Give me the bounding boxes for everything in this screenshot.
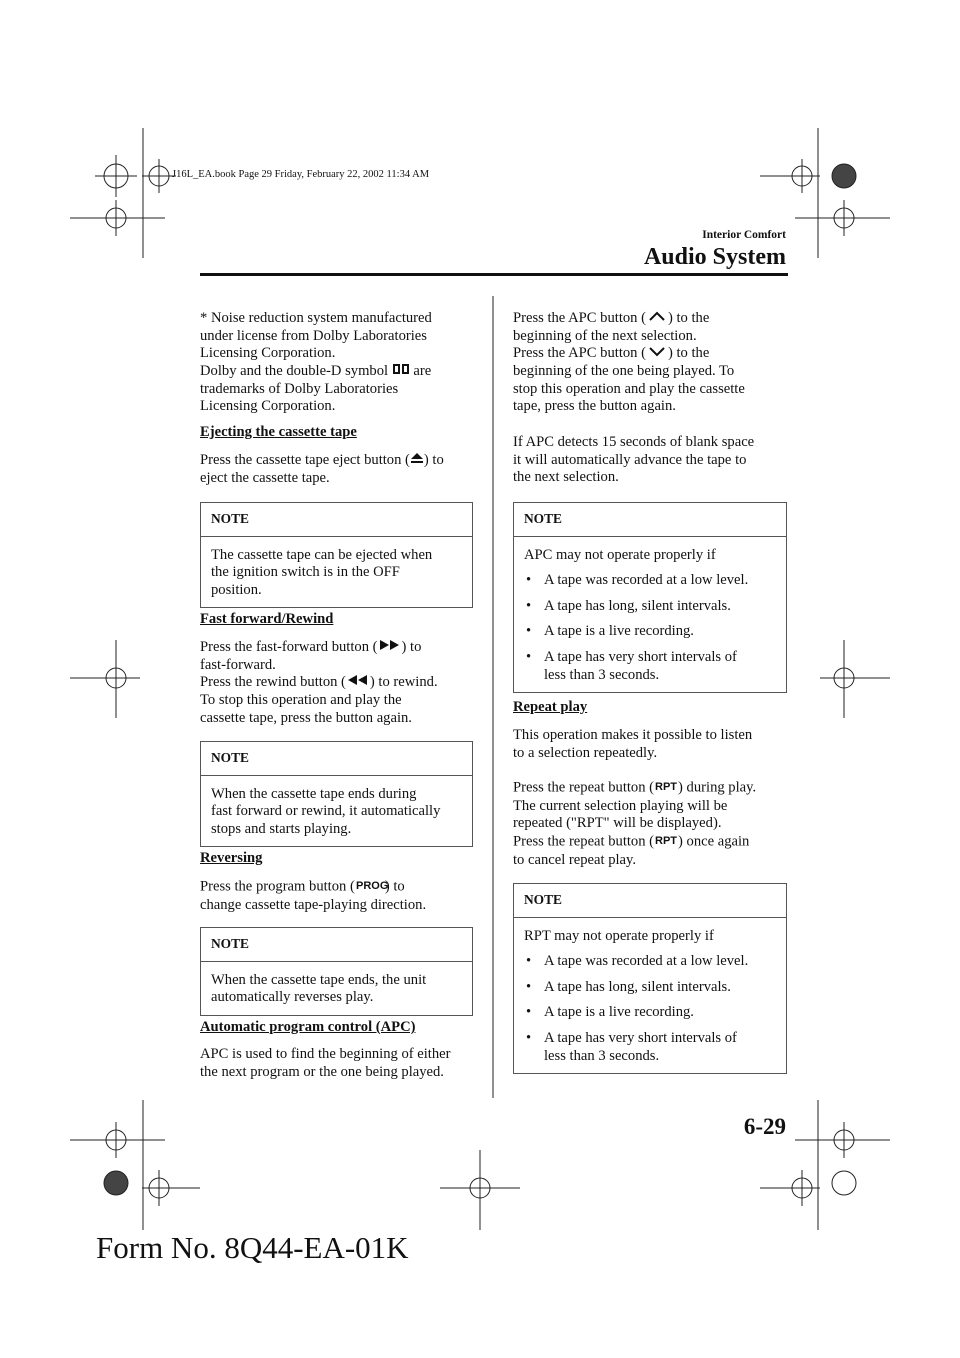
list-item: • A tape has long, silent intervals. <box>526 597 731 614</box>
note-label: NOTE <box>514 884 786 918</box>
eject-heading: Ejecting the cassette tape <box>200 424 357 440</box>
eject-icon <box>410 452 424 470</box>
form-number: Form No. 8Q44-EA-01K <box>96 1230 409 1265</box>
page-title: Audio System <box>643 244 786 270</box>
blank-space-paragraph: If APC detects 15 seconds of blank space it will automatically advance the tape to the next selection. <box>513 434 755 486</box>
dolby-text-1: * Noise reduction system manufactured <box>200 310 432 326</box>
note-label: NOTE <box>201 928 472 962</box>
rewind-icon <box>346 674 370 692</box>
list-item: • A tape was recorded at a low level. <box>526 953 749 970</box>
dolby-text-5: trademarks of Dolby Laboratories <box>200 380 399 397</box>
dolby-icon <box>392 363 410 381</box>
svg-text:RPT: RPT <box>655 781 678 794</box>
reversing-heading: Reversing <box>200 850 263 866</box>
page-number: 6-29 <box>743 1114 786 1139</box>
reversing-paragraph: Press the program button ( PROG ) to change cassette tape-playing direction. <box>200 878 427 913</box>
repeat-heading: Repeat play <box>513 699 588 715</box>
note-box-reversing: NOTE When the cassette tape ends, the unit automatically reverses play. <box>200 927 473 1016</box>
list-item: • A tape has long, silent intervals. <box>526 978 731 995</box>
ff-heading: Fast forward/Rewind <box>200 611 334 627</box>
apc-paragraph: APC is used to find the beginning of either the next program or the one being played. <box>200 1046 451 1080</box>
note-box-ff: NOTE When the cassette tape ends during fast forward or rewind, it automatically stops and starts playing. <box>200 741 473 847</box>
rpt-icon <box>654 779 678 798</box>
note-box-apc: NOTE APC may not operate properly if • A tape was recorded at a low level. • A tape has long, silent intervals. • A tape is a live recording. • A tape has very short intervals of less than 3 seconds. <box>513 502 787 693</box>
dolby-text-6: Licensing Corporation. <box>200 398 336 415</box>
note-box-eject: NOTE The cassette tape can be ejected when the ignition switch is in the OFF position. <box>200 502 473 608</box>
dolby-text-2: under license from Dolby Laboratories <box>200 327 427 344</box>
list-item: • A tape has very short intervals of less than 3 seconds. <box>526 648 737 683</box>
apc-buttons-paragraph: Press the APC button ( ) to the beginning of the next selection. Press the APC button ( ) to the beginning of the one being played. To stop this operation and play the cassette tape, press the button again. <box>513 310 745 415</box>
apc-up-icon <box>646 310 668 328</box>
book-stamp: J16L_EA.book Page 29 Friday, February 22, 2002 11:34 AM <box>172 169 430 180</box>
left-column <box>200 310 480 416</box>
apc-down-icon <box>646 345 668 363</box>
note-label: NOTE <box>201 503 472 537</box>
fast-forward-icon <box>378 639 402 657</box>
note-label: NOTE <box>514 503 786 537</box>
section-label: Interior Comfort <box>702 229 786 241</box>
repeat-paragraph: This operation makes it possible to listen to a selection repeatedly. Press the repeat button ( RPT ) during play. The current selection playing will be repeated ("RPT" will be displayed). Press the repeat button ( RPT ) once again to cancel repeat play. <box>513 727 757 868</box>
rpt-icon <box>654 833 678 852</box>
dolby-text-4: Dolby and the double-D symbol are <box>200 362 432 379</box>
ff-paragraph: Press the fast-forward button ( ) to fast-forward. Press the rewind button ( ) to rewind. To stop this operation and play the cassette tape, press the button again. <box>200 639 438 726</box>
list-item: • A tape is a live recording. <box>526 623 694 640</box>
dolby-text-3: Licensing Corporation. <box>200 345 336 362</box>
list-item: • A tape is a live recording. <box>526 1004 694 1021</box>
svg-text:RPT: RPT <box>655 834 678 847</box>
eject-paragraph: Press the cassette tape eject button ( ) to eject the cassette tape. <box>200 452 444 486</box>
prog-icon <box>355 878 389 897</box>
list-item: • A tape has very short intervals of less than 3 seconds. <box>526 1029 737 1064</box>
note-box-repeat: NOTE RPT may not operate properly if • A tape was recorded at a low level. • A tape has long, silent intervals. • A tape is a live recording. • A tape has very short intervals of less than 3 seconds. <box>513 883 787 1074</box>
svg-text:PROG: PROG <box>355 880 389 892</box>
list-item: • A tape was recorded at a low level. <box>526 572 749 589</box>
apc-heading: Automatic program control (APC) <box>200 1019 416 1035</box>
note-label: NOTE <box>201 742 472 776</box>
